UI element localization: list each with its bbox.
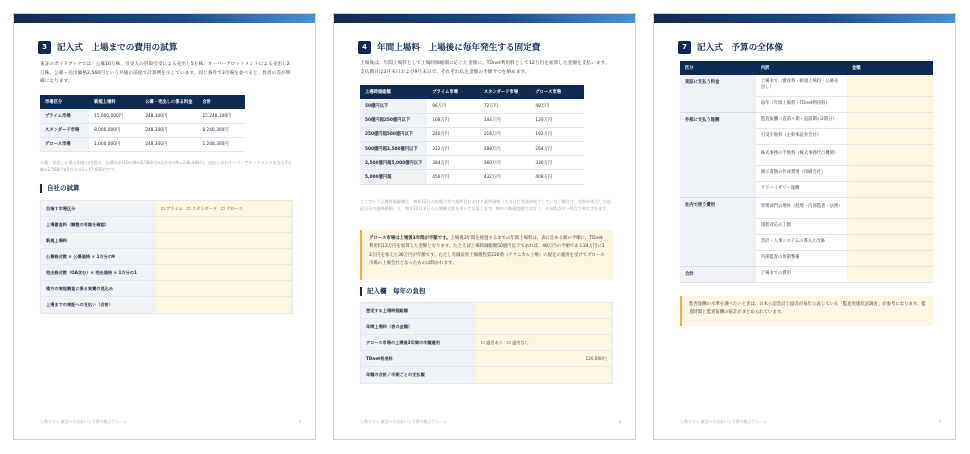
amount-input[interactable]	[847, 197, 933, 218]
table-cell: 8,248,300円	[197, 123, 244, 137]
amount-input[interactable]	[847, 181, 933, 197]
section-title: 記入式 予算の全体像	[697, 43, 783, 53]
column-header: グロース市場	[530, 85, 584, 99]
table-cell: 5,000億円超	[360, 170, 427, 184]
item-cell: 会計・人事システムの導入と改修	[756, 234, 847, 250]
market-checkboxes[interactable]: ☐ プライム ☐ スタンダード ☐ グロース	[156, 201, 292, 216]
item-cell: 株式事務の手数料（株式事務代行機関）	[756, 144, 847, 165]
table-cell: 456万円	[427, 170, 479, 184]
sub-heading: 自社の試算	[40, 184, 293, 193]
form-row	[361, 319, 612, 335]
form-row	[361, 367, 612, 383]
form-label: 売出株式数（OA含む）× 売出価格 × 1万分の1	[41, 265, 156, 280]
table-row	[40, 123, 245, 137]
table-cell: プライム市場	[40, 109, 89, 123]
form-row	[41, 281, 292, 297]
column-header: スタンダード市場	[479, 85, 531, 99]
column-header: 上場時価総額	[360, 85, 427, 99]
page-header-bar	[334, 14, 635, 23]
section-title: 年間上場料 上場後に毎年発生する固定費	[377, 43, 541, 53]
intro-paragraph: 東証のガイドブックでは、公募10万株、引受人の買取引受による売出し5万株、オーバーアロットメントによる売出し2万株、公募・売出価格2,560円という共通の前提で計算例を示しています。同じ条件で3市場を並べると、負担の差が明確になります。	[40, 62, 291, 85]
table-cell: 1,000,000円	[89, 137, 140, 151]
form-label: 目指す市場区分	[41, 201, 156, 216]
table-cell: スタンダード市場	[40, 123, 89, 137]
footer-title: 上場コスト 東証への支払いと予算の組立てシート	[360, 419, 447, 424]
table-row	[360, 156, 584, 170]
annual-fee-table	[360, 85, 584, 185]
form-label: TDnet利用料	[361, 351, 476, 366]
form-input[interactable]	[156, 233, 292, 248]
form-label: 上場審査料（調整の有無を確認）	[41, 217, 156, 232]
item-cell: 管理部門の増員（経理・内部監査・法務）	[756, 197, 847, 218]
table-cell: 48万円	[530, 99, 584, 113]
table-note: 公募・売出しに係る料金の内訳は、公募分が(10万株×2,560円)×1万分の9＝230,400円、売出し分がオーバーアロットメントを含む7万株×2,560円×1万分の1＝17,920円です。	[40, 160, 292, 172]
form-row	[41, 233, 292, 249]
category-cell: 社内で使う費用	[680, 197, 756, 266]
amount-input[interactable]	[847, 112, 933, 128]
column-header: 内訳	[756, 61, 847, 75]
form-input[interactable]	[476, 367, 612, 383]
table-cell: 120万円	[530, 113, 584, 127]
page-header-bar	[654, 14, 955, 23]
table-row	[40, 137, 245, 151]
table-cell: 240万円	[427, 127, 479, 141]
footer-title: 上場コスト 東証への支払いと予算の組立てシート	[40, 419, 127, 424]
table-cell: 216万円	[479, 127, 531, 141]
page-number: 4	[618, 419, 621, 424]
table-cell: 288万円	[479, 142, 531, 156]
form-label: 上場までの東証への支払い（合計）	[41, 297, 156, 313]
form-label: グロース市場の上場後3年間の半額適用	[361, 335, 476, 350]
table-row	[360, 127, 584, 141]
sub-heading: 記入欄 毎年の負担	[360, 287, 613, 296]
item-cell: アドバイザリー報酬	[756, 181, 847, 197]
document-page-3	[13, 13, 316, 440]
table-header-row	[40, 95, 245, 109]
section-number: 4	[358, 41, 371, 54]
intro-paragraph: 上場後は、年間上場料として上場時価総額に応じた金額に、TDnet利用料として12万円を加算した金額を支払います。支払期日は3月末日および9月末日で、それぞれ払込金額の半額ずつを納めます。	[360, 61, 610, 75]
column-header: 区分	[680, 61, 756, 75]
form-row	[41, 297, 292, 313]
table-cell: 1,248,300円	[197, 137, 244, 151]
table-cell: 248,300円	[140, 137, 197, 151]
table-row	[360, 170, 584, 184]
table-cell: 2,500億円超5,000億円以下	[360, 156, 427, 170]
column-header: 公募・売出しに係る料金	[140, 95, 197, 109]
table-row	[680, 112, 933, 128]
item-cell: 引受手数料（主幹事証券会社）	[756, 128, 847, 144]
table-row	[680, 266, 933, 282]
form-input[interactable]	[156, 265, 292, 280]
amount-input[interactable]	[847, 165, 933, 181]
table-cell: 15,248,300円	[197, 109, 244, 123]
annual-form	[360, 302, 613, 384]
page-header-bar	[14, 14, 315, 23]
form-row	[361, 335, 612, 351]
table-cell: 312万円	[427, 142, 479, 156]
page-number: 7	[938, 419, 941, 424]
table-cell: 168万円	[427, 113, 479, 127]
form-label: 遠方の実地調査に係る実費の見込み	[41, 281, 156, 296]
footer-title: 上場コスト 東証への支払いと予算の組立てシート	[680, 419, 767, 424]
table-cell: 384万円	[427, 156, 479, 170]
amount-input[interactable]	[847, 234, 933, 250]
form-input[interactable]	[476, 319, 612, 334]
table-cell: 50億円超250億円以下	[360, 113, 427, 127]
form-input[interactable]	[476, 303, 612, 318]
table-cell: 264万円	[530, 142, 584, 156]
item-cell: 内部監査の体制整備	[756, 250, 847, 266]
table-cell: 248,300円	[140, 123, 197, 137]
column-header: プライム市場	[427, 85, 479, 99]
section-heading	[358, 39, 619, 55]
estimate-form	[40, 200, 293, 314]
form-label: 年額の合計／半期ごとの支払額	[361, 367, 476, 383]
form-input[interactable]	[156, 249, 292, 264]
form-label: 年間上場料（表の金額）	[361, 319, 476, 334]
item-cell: 規程対応の工数	[756, 218, 847, 234]
section-heading	[38, 39, 299, 55]
amount-input[interactable]	[847, 218, 933, 234]
form-row	[361, 351, 612, 367]
column-header: 市場区分	[40, 95, 89, 109]
form-input[interactable]	[156, 217, 292, 232]
table-header-row	[680, 61, 933, 75]
budget-table	[680, 61, 933, 283]
table-row	[680, 197, 933, 218]
table-cell: グロース市場	[40, 137, 89, 151]
category-cell: 外部に支払う報酬	[680, 112, 756, 197]
page-number: 3	[298, 419, 301, 424]
document-page-4	[333, 13, 636, 440]
page-footer	[40, 419, 301, 425]
callout-heading: グロース市場は上場後3年間が半額です。	[369, 236, 451, 241]
table-cell: 250億円超500億円以下	[360, 127, 427, 141]
amount-input[interactable]	[847, 144, 933, 165]
form-row	[41, 265, 292, 281]
table-row	[40, 109, 245, 123]
table-cell: 432万円	[479, 170, 531, 184]
table-note: ここでいう上場時価総額は、毎年12月の売買立会の最終日における最終価格（その日に売買が成立していない場合は、売買が成立した直近の日の最終価格）と、毎年12月末日の上場株式数を用いて計算します。期中の株価変動ではなく、年末時点の一時点で判定されます。	[360, 199, 611, 211]
section-number: 3	[38, 41, 51, 54]
table-cell: 408万円	[530, 170, 584, 184]
section-number: 7	[678, 41, 691, 54]
table-row	[360, 99, 584, 113]
item-cell: 監査報酬（直前々期・直前期の2期分）	[756, 112, 847, 128]
table-cell: 360万円	[479, 156, 531, 170]
column-header: 合計	[197, 95, 244, 109]
amount-input[interactable]	[847, 96, 933, 112]
amount-input[interactable]	[847, 128, 933, 144]
column-header: 金額	[847, 61, 933, 75]
form-label: 新規上場料	[41, 233, 156, 248]
table-cell: 72万円	[479, 99, 531, 113]
table-row	[360, 113, 584, 127]
table-cell: 144万円	[479, 113, 531, 127]
item-cell: 開示書類の作成費用（印刷会社）	[756, 165, 847, 181]
column-header: 新規上場料	[89, 95, 140, 109]
amount-input[interactable]	[847, 75, 933, 96]
discount-checkboxes[interactable]: ☐ 適用あり ☐ 適用なし	[476, 335, 612, 350]
table-cell: 192万円	[530, 127, 584, 141]
item-cell: 上場まで（審査料・新規上場料・公募売出し）	[756, 75, 847, 96]
table-cell: 50億円以下	[360, 99, 427, 113]
category-cell: 合計	[680, 266, 756, 282]
item-cell: 上場までの費用	[756, 266, 847, 282]
category-cell: 東証に支払う料金	[680, 75, 756, 112]
page-footer	[360, 419, 621, 425]
section-heading	[678, 39, 939, 55]
section-title: 記入式 上場までの費用の試算	[57, 43, 178, 53]
form-row	[41, 249, 292, 265]
form-row	[361, 303, 612, 319]
table-cell: 248,300円	[140, 109, 197, 123]
item-cell: 毎年（年間上場料＋TDnet利用料）	[756, 96, 847, 112]
callout-box: 監査報酬の水準を調べたいときは、日本公認会計士協会が毎年公表している「監査実施状況調査」が参考になります。監査時間と監査報酬の統計がまとめられています。	[680, 296, 933, 326]
form-label: 公募株式数 × 公募価格 × 1万分の9	[41, 249, 156, 264]
form-label: 想定する上場時価総額	[361, 303, 476, 318]
tdnet-fee-value[interactable]: 120,000円	[476, 351, 612, 366]
table-header-row	[360, 85, 584, 99]
callout-text: 上場後3年間を経過するまでの年間上場料は、表に定める額の半額に、TDnet利用料12万円を加算した金額となります。たとえば上場時価総額50億円以下であれば、48万円の半額である24万円に12万円を加えた36万円が年額です。ただし有価証券上場規程第220条（テクニカル上場）の規定の適用を受けてグロース市場の上場会社となったものは除かれます。	[369, 236, 605, 266]
form-input[interactable]	[156, 281, 292, 296]
amount-input[interactable]	[847, 266, 933, 282]
form-input[interactable]	[156, 297, 292, 313]
table-cell: 96万円	[427, 99, 479, 113]
form-row	[41, 201, 292, 217]
form-row	[41, 217, 292, 233]
table-cell: 336万円	[530, 156, 584, 170]
amount-input[interactable]	[847, 250, 933, 266]
table-row	[360, 142, 584, 156]
callout-box	[360, 230, 613, 280]
cost-table	[40, 95, 245, 152]
page-footer	[680, 419, 941, 425]
table-cell: 500億円超2,500億円以下	[360, 142, 427, 156]
document-page-7	[653, 13, 956, 440]
table-row	[680, 75, 933, 96]
table-cell: 8,000,000円	[89, 123, 140, 137]
table-cell: 15,000,000円	[89, 109, 140, 123]
